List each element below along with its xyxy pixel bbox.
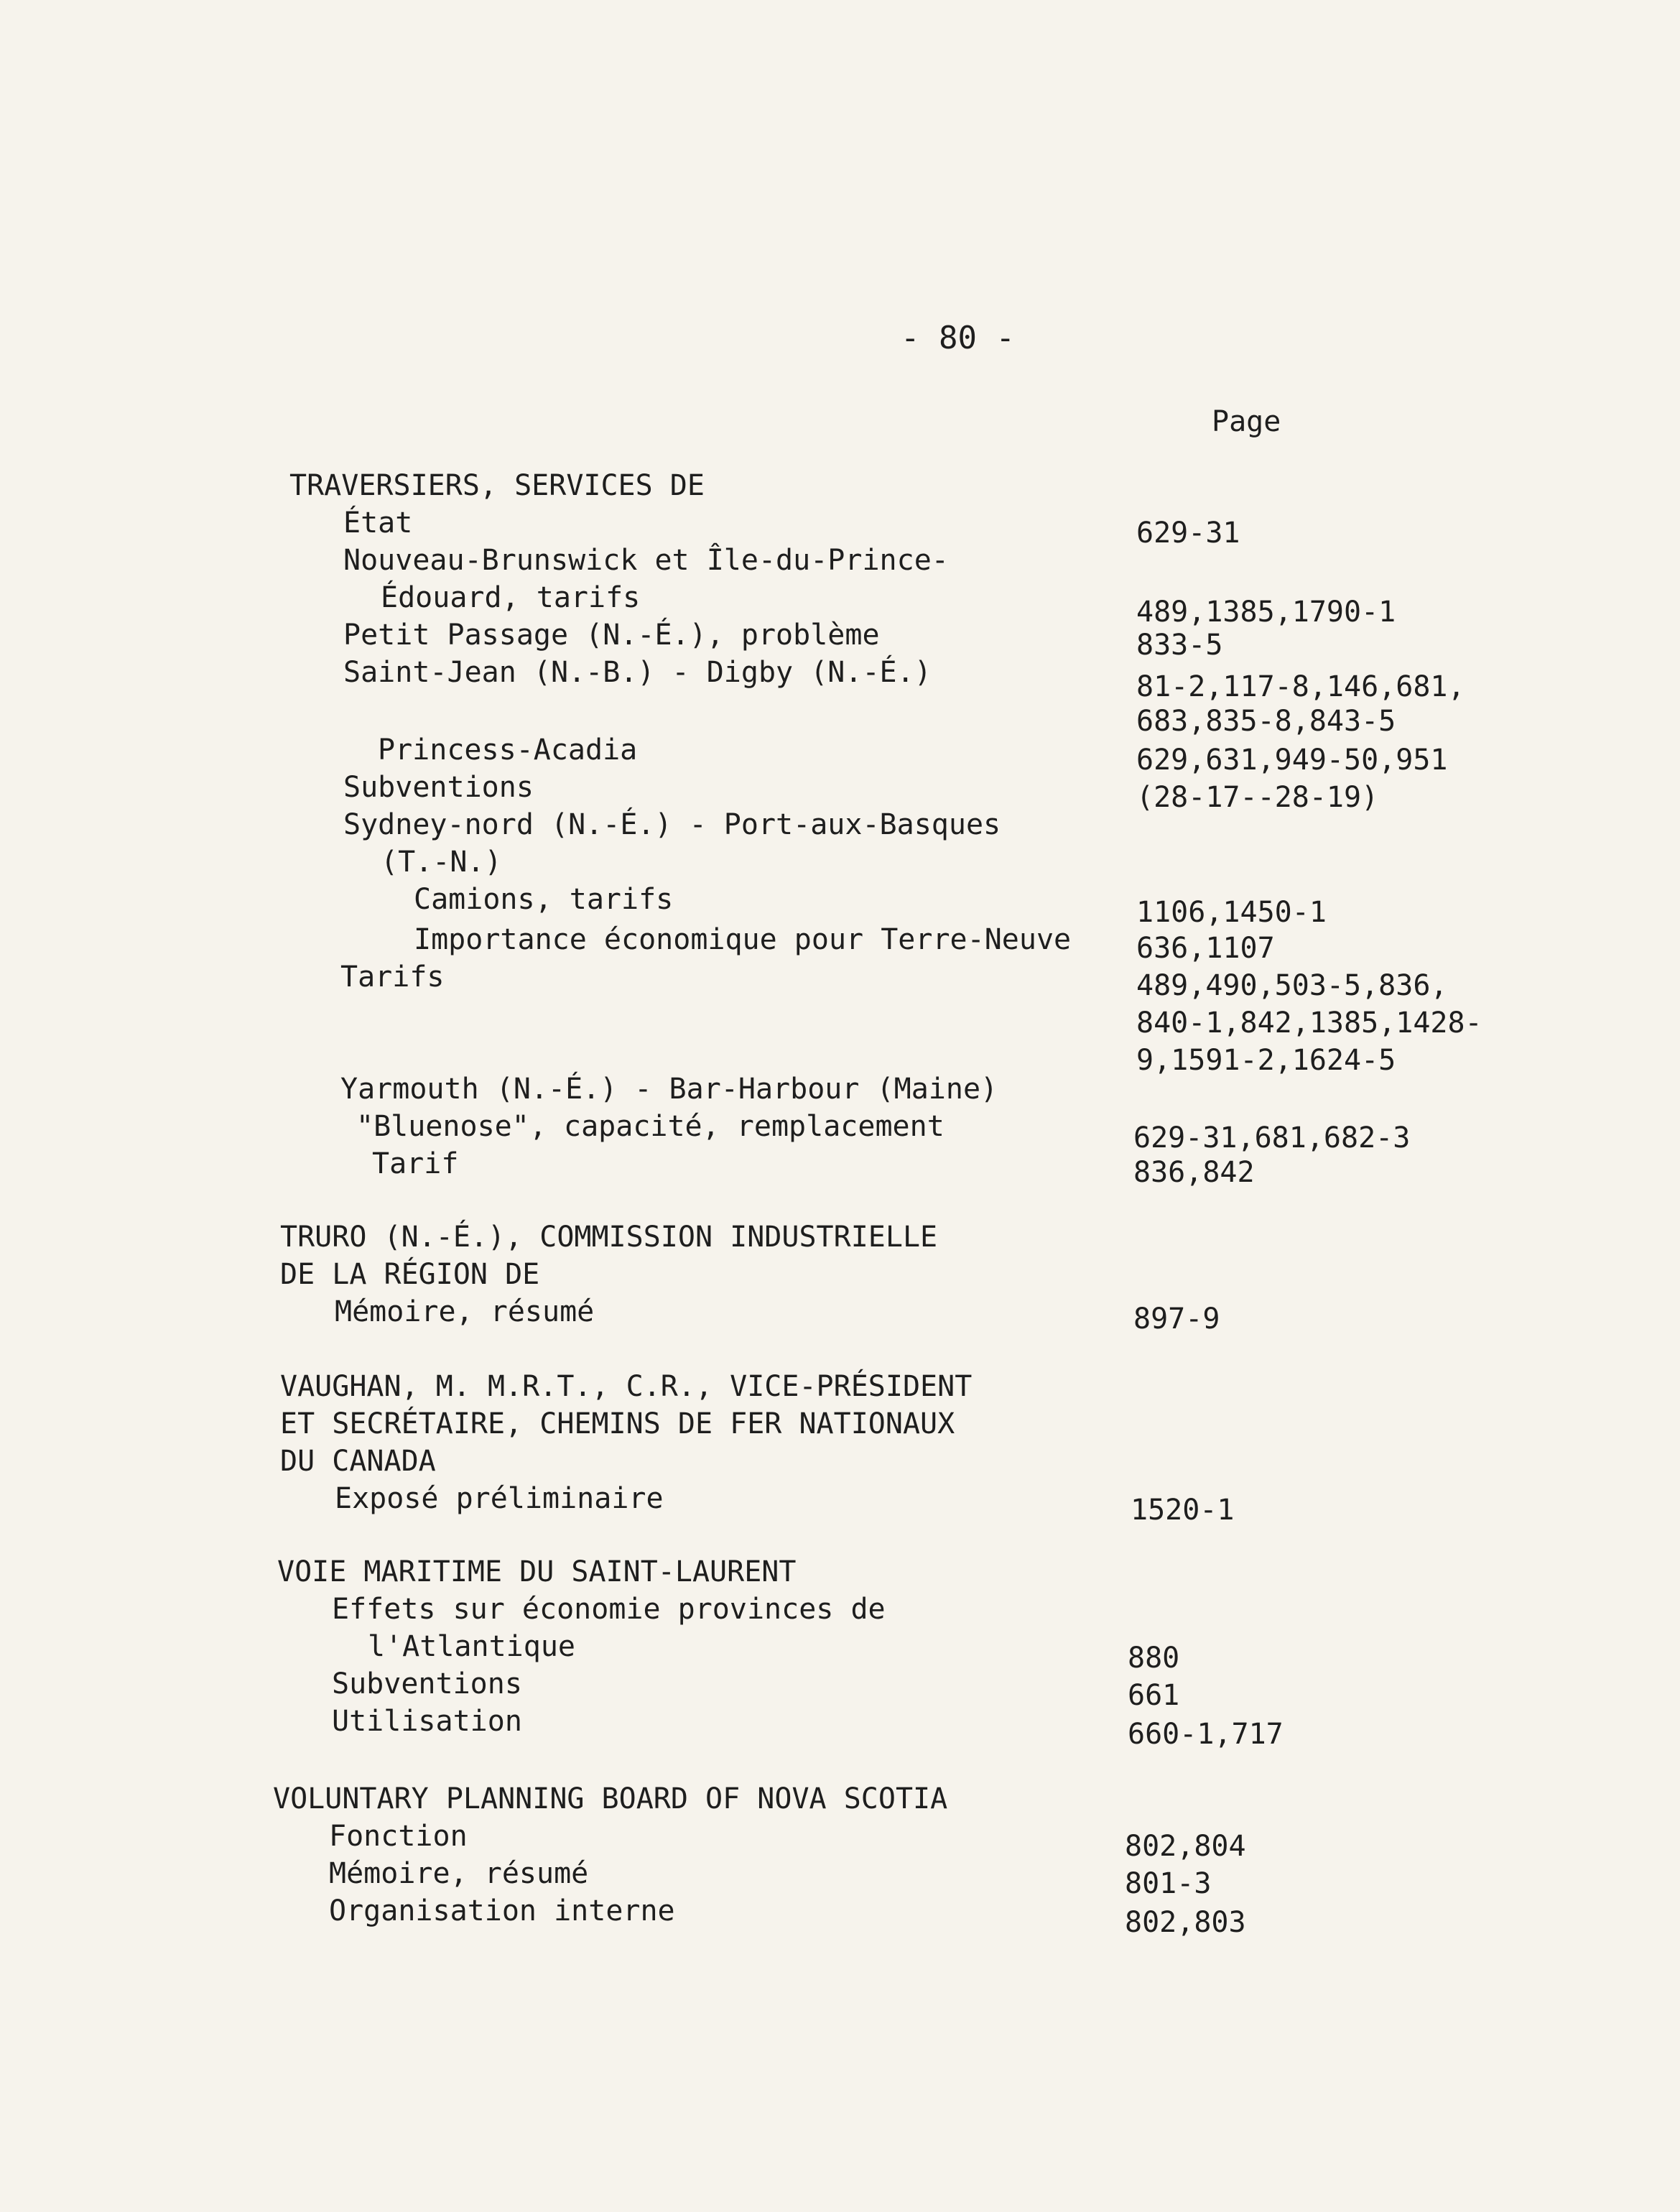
index-subentry: Saint-Jean (N.-B.) - Digby (N.-É.) — [343, 656, 932, 689]
page-reference: 802,804 — [1125, 1830, 1246, 1863]
page-reference: 897-9 — [1133, 1302, 1220, 1336]
page-reference: (28-17--28-19) — [1136, 781, 1379, 814]
page-reference: 1520-1 — [1131, 1494, 1235, 1527]
index-subentry: Mémoire, résumé — [335, 1295, 595, 1328]
page-column-header: Page — [1212, 405, 1281, 438]
page-reference: 629,631,949-50,951 — [1136, 744, 1448, 777]
page-reference: 489,490,503-5,836, — [1136, 969, 1448, 1002]
index-subentry: Petit Passage (N.-É.), problème — [343, 619, 880, 652]
page-reference: 802,803 — [1125, 1906, 1246, 1939]
page-reference: 629-31 — [1136, 517, 1240, 550]
index-sub-subentry: Camions, tarifs — [414, 883, 674, 916]
page-reference: 836,842 — [1133, 1156, 1255, 1189]
page-reference: 1106,1450-1 — [1136, 896, 1327, 929]
index-subentry: Mémoire, résumé — [329, 1857, 589, 1890]
index-entry-heading: TRURO (N.-É.), COMMISSION INDUSTRIELLE — [280, 1221, 938, 1254]
index-subentry: Effets sur économie provinces de — [332, 1593, 886, 1626]
index-sub-subentry: "Bluenose", capacité, remplacement — [356, 1110, 945, 1143]
page-reference: 801-3 — [1125, 1867, 1212, 1900]
index-subentry: Yarmouth (N.-É.) - Bar-Harbour (Maine) — [340, 1073, 998, 1106]
index-subentry-continuation: (T.-N.) — [381, 846, 502, 879]
page-reference: 683,835-8,843-5 — [1136, 705, 1396, 738]
index-subentry: Nouveau-Brunswick et Île-du-Prince- — [343, 544, 949, 577]
index-entry-heading: VOLUNTARY PLANNING BOARD OF NOVA SCOTIA — [273, 1782, 948, 1815]
index-subentry: Utilisation — [332, 1705, 522, 1738]
index-entry-heading: DU CANADA — [280, 1445, 436, 1478]
page-reference: 833-5 — [1136, 629, 1223, 662]
page-reference: 9,1591-2,1624-5 — [1136, 1044, 1396, 1077]
page-reference: 636,1107 — [1136, 932, 1275, 965]
index-entry-heading: TRAVERSIERS, SERVICES DE — [289, 469, 705, 502]
index-entry-heading: VAUGHAN, M. M.R.T., C.R., VICE-PRÉSIDENT — [280, 1370, 973, 1403]
page-reference: 660-1,717 — [1128, 1718, 1284, 1751]
index-subentry: Sydney-nord (N.-É.) - Port-aux-Basques — [343, 808, 1001, 841]
index-entry-heading: ET SECRÉTAIRE, CHEMINS DE FER NATIONAUX — [280, 1407, 955, 1440]
index-sub-subentry: Tarif — [372, 1147, 459, 1180]
index-subentry: Princess-Acadia — [378, 734, 638, 767]
page-reference: 81-2,117-8,146,681, — [1136, 670, 1465, 703]
page-number: - 80 - — [901, 320, 1015, 356]
index-subentry: Subventions — [343, 771, 534, 804]
index-entry-heading: DE LA RÉGION DE — [280, 1258, 540, 1291]
index-subentry: Subventions — [332, 1667, 522, 1700]
index-subentry: Fonction — [329, 1820, 468, 1853]
page-reference: 840-1,842,1385,1428- — [1136, 1006, 1482, 1040]
page-reference: 489,1385,1790-1 — [1136, 596, 1396, 629]
index-subentry: Organisation interne — [329, 1894, 675, 1928]
index-subentry: Tarifs — [340, 961, 445, 994]
index-subentry-continuation: Édouard, tarifs — [381, 581, 641, 614]
index-subentry: État — [343, 506, 413, 540]
index-sub-subentry: Importance économique pour Terre-Neuve — [414, 923, 1072, 956]
page-reference: 880 — [1128, 1642, 1180, 1675]
page-reference: 629-31,681,682-3 — [1133, 1121, 1411, 1154]
page-reference: 661 — [1128, 1679, 1180, 1712]
index-subentry: Exposé préliminaire — [335, 1482, 664, 1515]
index-subentry-continuation: l'Atlantique — [368, 1630, 575, 1663]
index-entry-heading: VOIE MARITIME DU SAINT-LAURENT — [277, 1555, 797, 1588]
